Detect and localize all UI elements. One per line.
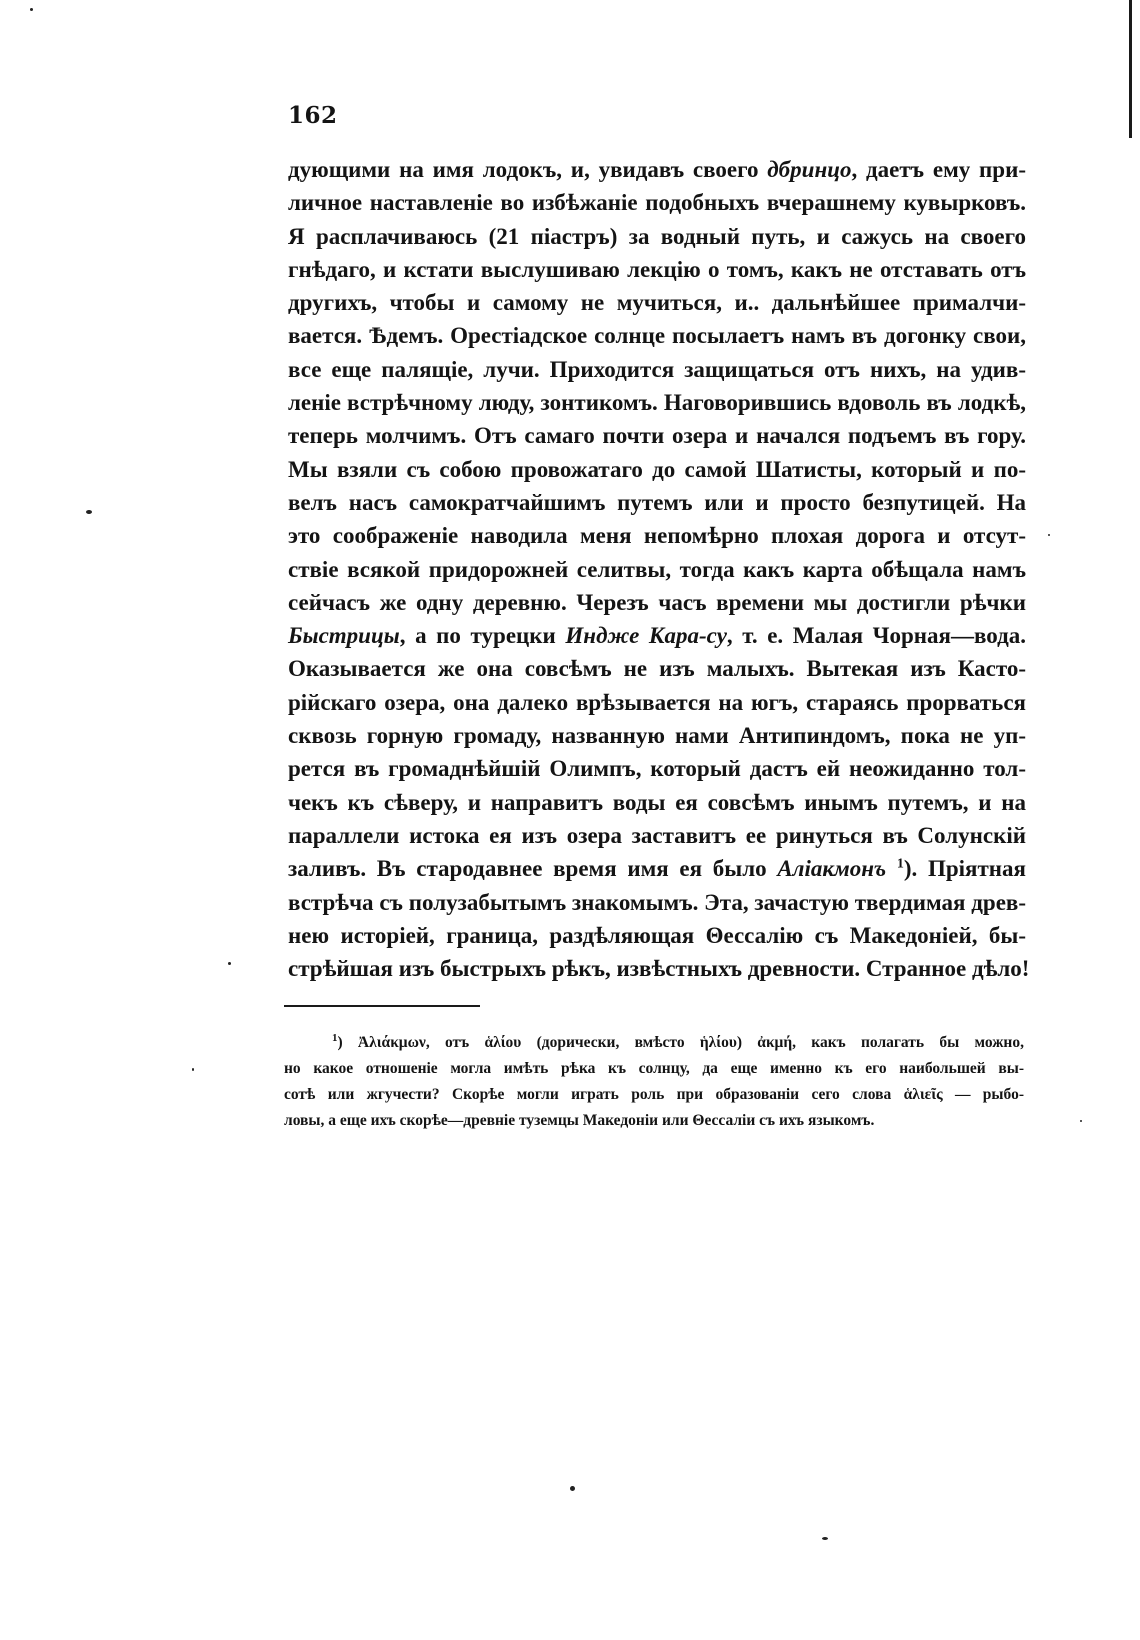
- text-line: Я расплачиваюсь (21 піастръ) за водный путь, и сажусь на своего: [288, 223, 1026, 249]
- text-line: нею исторіей, граница, раздѣляющая Θессалію съ Македоніей, бы-: [288, 922, 1026, 948]
- text-line: встрѣча съ полузабытымъ знакомымъ. Эта, зачастую твердимая древ-: [288, 889, 1026, 915]
- page-number: 162: [288, 102, 338, 129]
- text-line: Мы взяли съ собою провожатаго до самой Шатисты, который и по-: [288, 456, 1026, 482]
- text-line: все еще палящіе, лучи. Приходится защищаться отъ нихъ, на удив-: [288, 356, 1026, 382]
- footnote-line: ловы, а еще ихъ скорѣе—древніе туземцы Македоніи или Θессаліи съ ихъ языкомъ.: [284, 1112, 875, 1129]
- text-line: личное наставленіе во избѣжаніе подобныхъ вчерашнему кувырковъ.: [288, 190, 1026, 216]
- scan-speck: [192, 1068, 194, 1071]
- scan-speck: [570, 1486, 575, 1491]
- footnote-separator: [284, 1005, 480, 1007]
- text-line: это соображеніе наводила меня непомѣрно плохая дорога и отсут-: [288, 523, 1026, 549]
- scan-speck: [30, 8, 33, 11]
- body-text: [288, 153, 1030, 985]
- text-line: Оказывается же она совсѣмъ не изъ малыхъ. Вытекая изъ Касто-: [288, 656, 1026, 682]
- scan-speck: [1080, 1120, 1082, 1122]
- text-line: сейчасъ же одну деревню. Черезъ часъ времени мы достигли рѣчки: [288, 589, 1026, 615]
- text-line: стрѣйшая изъ быстрыхъ рѣкъ, извѣстныхъ древности. Странное дѣло!: [288, 956, 1030, 982]
- text-line: параллели истока ея изъ озера заставитъ ее ринуться въ Солунскій: [288, 822, 1026, 848]
- footnote-line: но какое отношеніе могла имѣть рѣка къ солнцу, да еще именно къ его наибольшей вы-: [284, 1060, 1024, 1077]
- text-line: Быстрицы, а по турецки Индже Кара-су, т. е. Малая Чорная—вода.: [288, 623, 1026, 649]
- footnote: [284, 1030, 1024, 1134]
- italic-word: Быстрицы: [288, 623, 400, 649]
- text-line: теперь молчимъ. Отъ самаго почти озера и начался подъемъ въ гору.: [288, 423, 1026, 449]
- text-line: ствіе всякой придорожней селитвы, тогда какъ карта обѣщала намъ: [288, 556, 1026, 582]
- italic-word: Индже Кара-су: [565, 623, 727, 649]
- footnote-reference: 1: [896, 856, 904, 872]
- scan-speck: [86, 510, 92, 514]
- scan-speck: [1048, 534, 1050, 536]
- scan-speck: [822, 1537, 828, 1540]
- text-line: сквозь горную громаду, названную нами Антипиндомъ, пока не уп-: [288, 723, 1026, 749]
- footnote-line: сотѣ или жгучести? Скорѣе могли играть роль при образованіи сего слова ἁλιεῖς — рыбо-: [284, 1086, 1024, 1103]
- text-line: вается. Ѣдемъ. Орестіадское солнце посылаетъ намъ въ догонку свои,: [288, 323, 1026, 349]
- footnote-marker: 1: [332, 1031, 338, 1044]
- text-line: заливъ. Въ стародавнее время имя ея было Алiакмонъ $^1$). Пріятная: [288, 856, 1026, 882]
- italic-word: дбринцо: [767, 157, 852, 182]
- text-line: чекъ къ сѣверу, и направитъ воды ея совсѣмъ инымъ путемъ, и на: [288, 789, 1026, 815]
- text-line: гнѣдаго, и кстати выслушиваю лекцію о томъ, какъ не отставать отъ: [288, 256, 1026, 282]
- page-edge-shadow: [1129, 0, 1132, 138]
- text-line: рійскаго озера, она далеко врѣзывается на югъ, стараясь прорваться: [288, 689, 1026, 715]
- text-line: рется въ громаднѣйшій Олимпъ, который дастъ ей неожиданно тол-: [288, 756, 1026, 782]
- text-line: леніе встрѣчному люду, зонтикомъ. Наговорившись вдоволь въ лодкѣ,: [288, 390, 1026, 416]
- text-line: велъ насъ самократчайшимъ путемъ или и просто безпутицей. На: [288, 489, 1026, 515]
- text-line: другихъ, чтобы и самому не мучиться, и.. дальнѣйшее прималчи-: [288, 290, 1026, 316]
- text-line: дующими на имя лодокъ, и, увидавъ своего дбринцо, даетъ ему при-: [288, 157, 1026, 182]
- footnote-line: $^1$) Ἀλιάκμων, отъ ἁλίου (дорически, вмѣсто ἡλίου) ἀκμή, какъ полагать бы можно,: [332, 1031, 1024, 1051]
- italic-word: Алiакмонъ: [777, 856, 887, 882]
- scan-speck: [228, 962, 231, 965]
